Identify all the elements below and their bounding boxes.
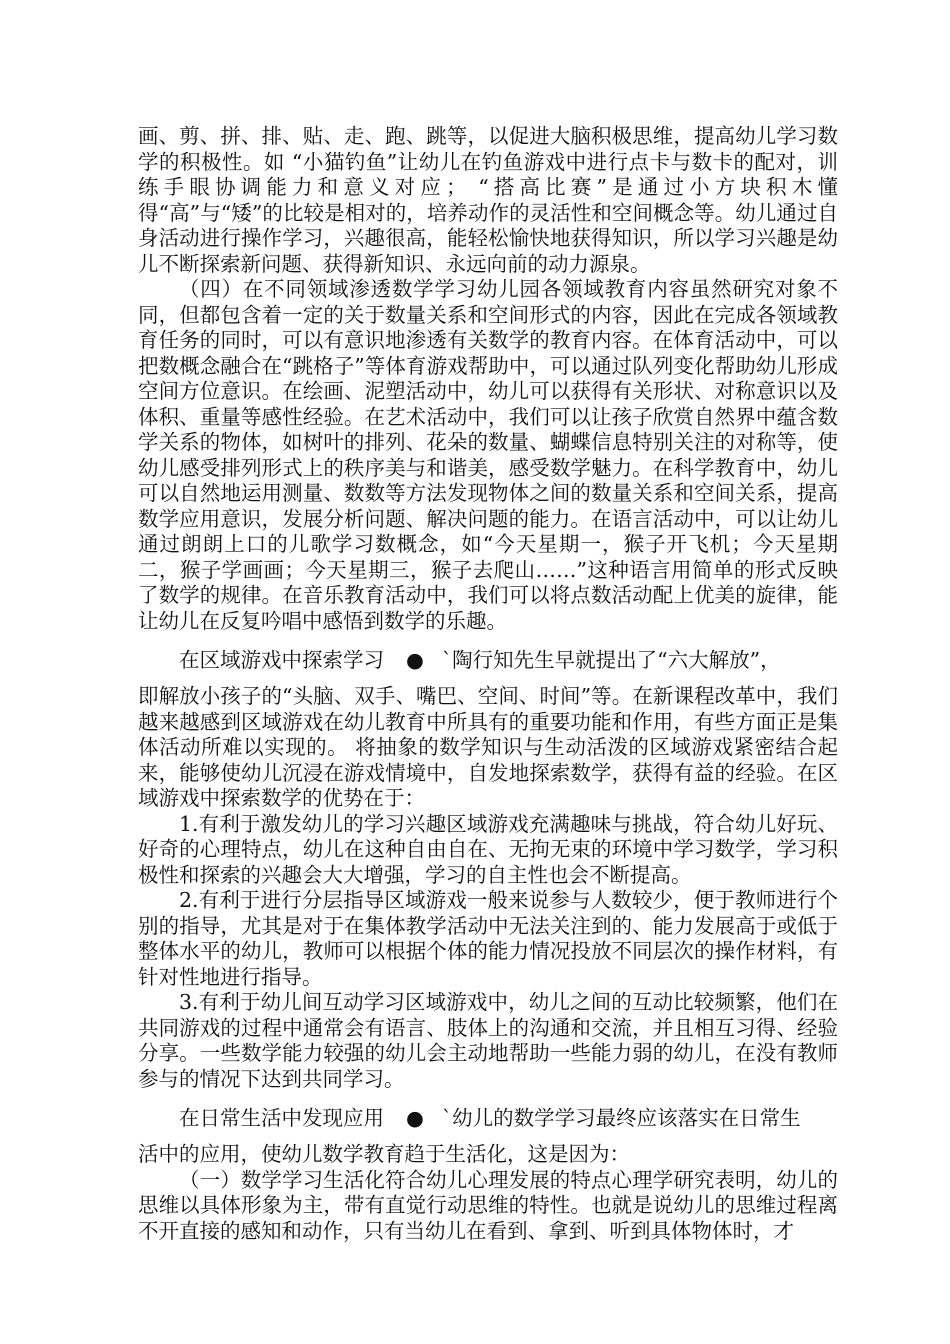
section-heading-area-games (138, 646, 838, 674)
paragraph-area-games-intro: 即解放小孩子的“头脑、双手、嘴巴、空间、时间”等。在新课程改革中，我们越来越感到区域游戏在幼儿教育中所具有的重要功能和作用，有些方面正是集体活动所难以实现的。 将抽象的数学知识与生动活泼的区域游戏紧密结合起来，能够使幼儿沉浸在游戏情境中，自发地探索数学，获得有益的经验。在区域游戏中探索数学的优势在于： (138, 684, 838, 810)
document-page (138, 124, 838, 1244)
section-lead-text: `陶行知先生早就提出了“六大解放”， (441, 648, 781, 672)
paragraph-point-1: 1.有利于激发幼儿的学习兴趣区域游戏充满趣味与挑战，符合幼儿好玩、好奇的心理特点，幼儿在这种自由自在、无拘无束的环境中学习数学，学习积极性和探索的兴趣会大大增强，学习的自主性也会不断提高。 (138, 811, 838, 887)
section-lead-text: `幼儿的数学学习最终应该落实在日常生 (441, 1106, 801, 1130)
paragraph-continuation: 画、剪、拼、排、贴、走、跑、跳等，以促进大脑积极思维，提高幼儿学习数学的积极性。如 “小猫钓鱼”让幼儿在钓鱼游戏中进行点卡与数卡的配对，训练手眼协调能力和意义对应； “搭高比赛”是通过小方块积木懂得“高”与“矮”的比较是相对的，培养动作的灵活性和空间概念等。幼儿通过自身活动进行操作学习，兴趣很高，能轻松愉快地获得知识，所以学习兴趣是幼儿不断探索新问题、获得新知识、永远向前的动力源泉。 (138, 124, 838, 276)
paragraph-point-2: 2.有利于进行分层指导区域游戏一般来说参与人数较少，便于教师进行个别的指导，尤其是对于在集体教学活动中无法关注到的、能力发展高于或低于整体水平的幼儿，教师可以根据个体的能力情况投放不同层次的操作材料，有针对性地进行指导。 (138, 888, 838, 989)
paragraph-daily-life-intro: 活中的应用，使幼儿数学教育趋于生活化，这是因为： (138, 1142, 630, 1166)
bullet-icon: ● (406, 648, 424, 672)
section-title: 在区域游戏中探索学习 (179, 648, 384, 672)
paragraph-section-four: （四）在不同领域渗透数学学习幼儿园各领域教育内容虽然研究对象不同，但都包含着一定的关于数量关系和空间形式的内容，因此在完成各领域教育任务的同时，可以有意识地渗透有关数学的教育内容。在体育活动中，可以把数概念融合在“跳格子”等体育游戏帮助中，可以通过队列变化帮助幼儿形成空间方位意识。在绘画、泥塑活动中，幼儿可以获得有关形状、对称意识以及体积、重量等感性经验。在艺术活动中，我们可以让孩子欣赏自然界中蕴含数学关系的物体，如树叶的排列、花朵的数量、蝴蝶信息特别关注的对称等，使幼儿感受排列形式上的秩序美与和谐美，感受数学魅力。在科学教育中，幼儿可以自然地运用测量、数数等方法发现物体之间的数量关系和空间关系，提高数学应用意识，发展分析问题、解决问题的能力。在语言活动中，可以让幼儿通过朗朗上口的儿歌学习数概念，如“今天星期一，猴子开飞机；今天星期二，猴子学画画；今天星期三，猴子去爬山……”这种语言用简单的形式反映了数学的规律。在音乐教育活动中，我们可以将点数活动配上优美的旋律，能让幼儿在反复吟唱中感悟到数学的乐趣。 (138, 277, 838, 633)
section-title: 在日常生活中发现应用 (179, 1106, 384, 1130)
paragraph-daily-life-point-1: （一）数学学习生活化符合幼儿心理发展的特点心理学研究表明，幼儿的思维以具体形象为主，带有直觉行动思维的特性。也就是说幼儿的思维过程离不开直接的感知和动作，只有当幼儿在看到、拿到、听到具体物体时，才 (138, 1167, 838, 1243)
paragraph-point-3: 3.有利于幼儿间互动学习区域游戏中，幼儿之间的互动比较频繁，他们在共同游戏的过程中通常会有语言、肢体上的沟通和交流，并且相互习得、经验分享。一些数学能力较强的幼儿会主动地帮助一些能力弱的幼儿，在没有教师参与的情况下达到共同学习。 (138, 990, 838, 1091)
bullet-icon: ● (406, 1106, 424, 1130)
section-heading-daily-life (138, 1104, 838, 1132)
